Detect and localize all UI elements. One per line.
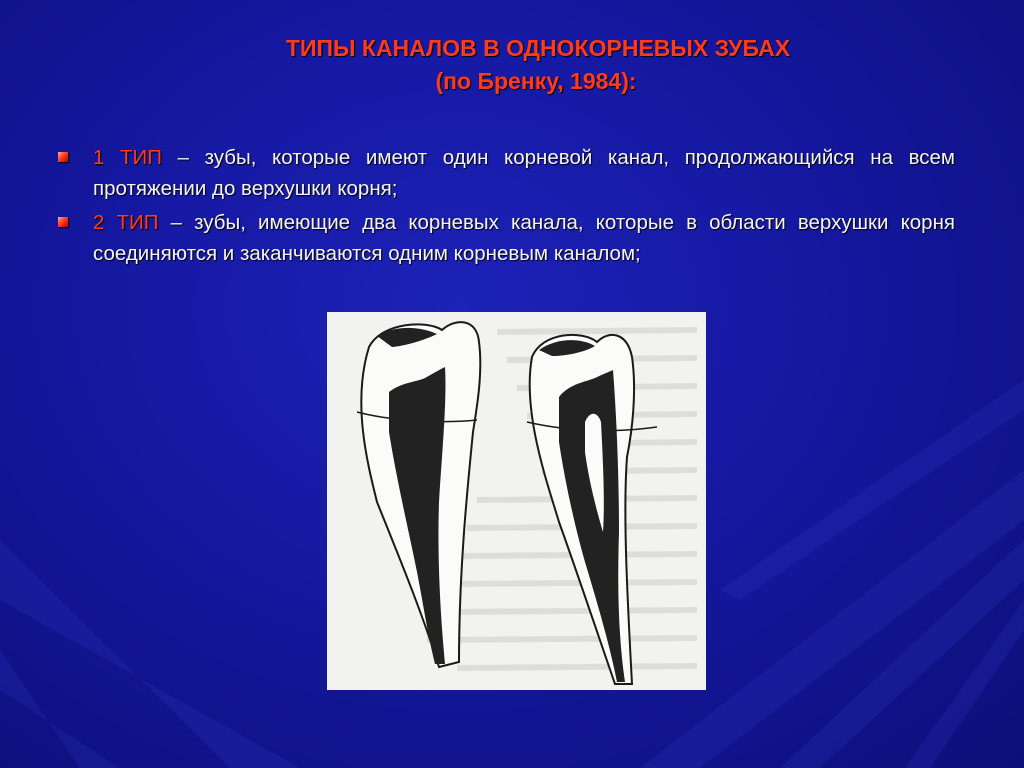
slide-title (0, 32, 1024, 98)
type-2-text: – зубы, имеющие два корневых канала, которые в области верхушки корня соединяются и заканчиваются одним корневым каналом; (93, 211, 955, 265)
type-1-text: – зубы, которые имеют один корневой канал, продолжающийся на всем протяжении до верхушки корня; (93, 146, 955, 200)
title-line-2: (по Бренку, 1984): (435, 68, 637, 94)
bullet-icon (58, 217, 68, 227)
tooth-diagram-icon (327, 312, 706, 690)
tooth-canal-figure (327, 312, 706, 690)
list-item-type-2 (93, 207, 955, 269)
list-item-type-1 (93, 142, 955, 204)
type-1-label: 1 ТИП (93, 146, 162, 169)
type-2-label: 2 ТИП (93, 211, 159, 234)
bullet-icon (58, 152, 68, 162)
title-line-1: ТИПЫ КАНАЛОВ В ОДНОКОРНЕВЫХ ЗУБАХ (285, 35, 791, 61)
